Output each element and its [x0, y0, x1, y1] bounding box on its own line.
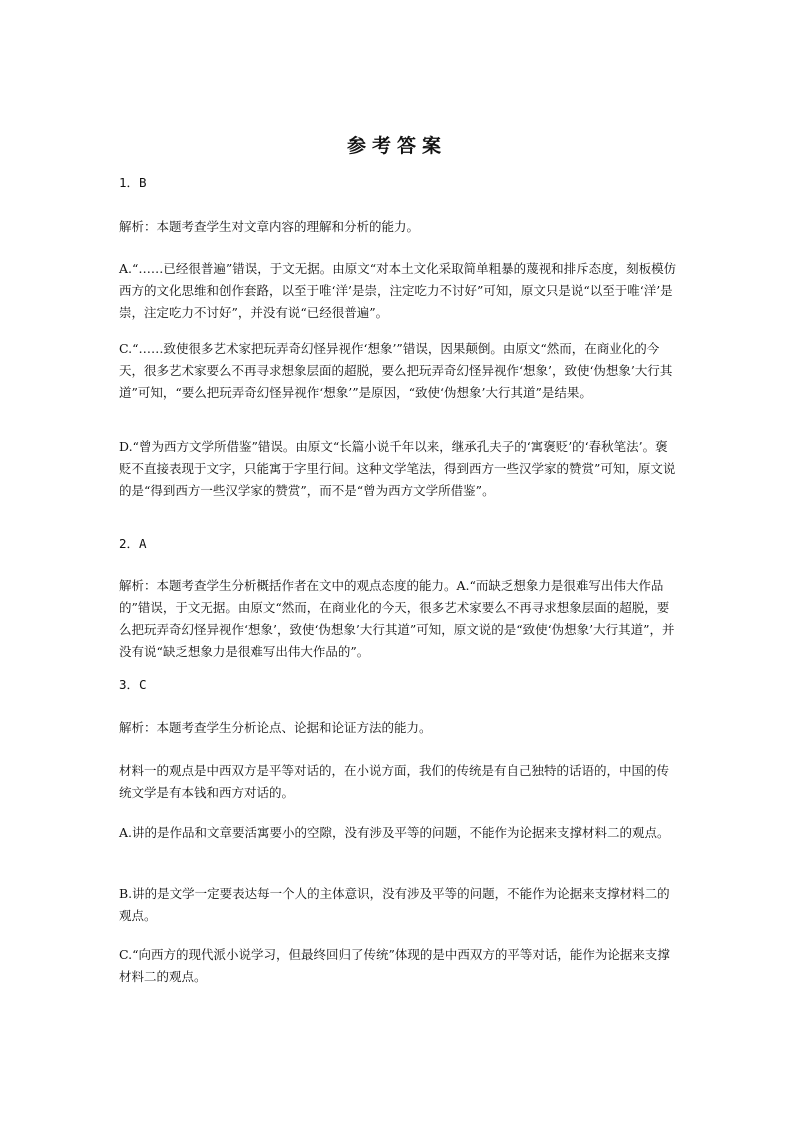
question-1-analysis: 解析：本题考查学生对文章内容的理解和分析的能力。 — [119, 219, 420, 234]
question-2-analysis: 解析：本题考查学生分析概括作者在文中的观点态度的能力。A.“而缺乏想象力是很难写出伟大作品的”错误，于文无据。由原文“然而，在商业化的今天，很多艺术家要么不再寻求想象层面的超脱，要么把玩弄奇幻怪异视作‘想象’，致使‘伪想象’大行其道”可知，原文说的是“致使‘伪想象’大行其道”，并没有说“缺乏想象力是很难写出伟大作品的”。 — [119, 578, 675, 659]
question-1-answer: 1．B — [119, 175, 147, 190]
question-3-material: 材料一的观点是中西双方是平等对话的，在小说方面，我们的传统是有自己独特的话语的，中国的传统文学是有本钱和西方对话的。 — [119, 763, 670, 800]
question-2-answer: 2．A — [119, 536, 147, 551]
question-3-analysis: 解析：本题考查学生分析论点、论据和论证方法的能力。 — [119, 720, 432, 735]
question-3-option-b: B.讲的是文学一定要表达每一个人的主体意识，没有涉及平等的问题，不能作为论据来支撑材料二的观点。 — [119, 886, 670, 923]
question-3-option-c: C.“向西方的现代派小说学习，但最终回归了传统”体现的是中西双方的平等对话，能作为论据来支撑材料二的观点。 — [119, 947, 670, 984]
question-1-option-d: D.“曾为西方文学所借鉴”错误。由原文“长篇小说千年以来，继承孔夫子的‘寓褒贬’的‘春秋笔法’。褒贬不直接表现于文字，只能寓于字里行间。这种文学笔法，得到西方一些汉学家的赞赏”可知，原文说的是“得到西方一些汉学家的赞赏”，而不是“曾为西方文学所借鉴”。 — [119, 439, 676, 498]
question-3-answer: 3．C — [119, 677, 147, 692]
page-title: 参考答案 — [346, 135, 447, 157]
question-1-option-c: C.“……致使很多艺术家把玩弄奇幻怪异视作‘想象’”错误，因果颠倒。由原文“然而，在商业化的今天，很多艺术家要么不再寻求想象层面的超脱，要么把玩弄奇幻怪异视作‘想象’，致使‘伪想象’大行其道”可知，“要么把玩弄奇幻怪异视作‘想象’”是原因，“致使‘伪想象’大行其道”是结果。 — [119, 341, 673, 400]
question-1-option-a: A.“……已经很普遍”错误，于文无据。由原文“对本土文化采取简单粗暴的蔑视和排斥态度，刻板模仿西方的文化思维和创作套路，以至于唯‘洋’是崇，注定吃力不讨好”可知，原文只是说“以至于唯‘洋’是崇，注定吃力不讨好”，并没有说“已经很普遍”。 — [119, 261, 677, 320]
question-3-option-a: A.讲的是作品和文章要活寓要小的空隙，没有涉及平等的问题，不能作为论据来支撑材料二的观点。 — [119, 825, 670, 840]
